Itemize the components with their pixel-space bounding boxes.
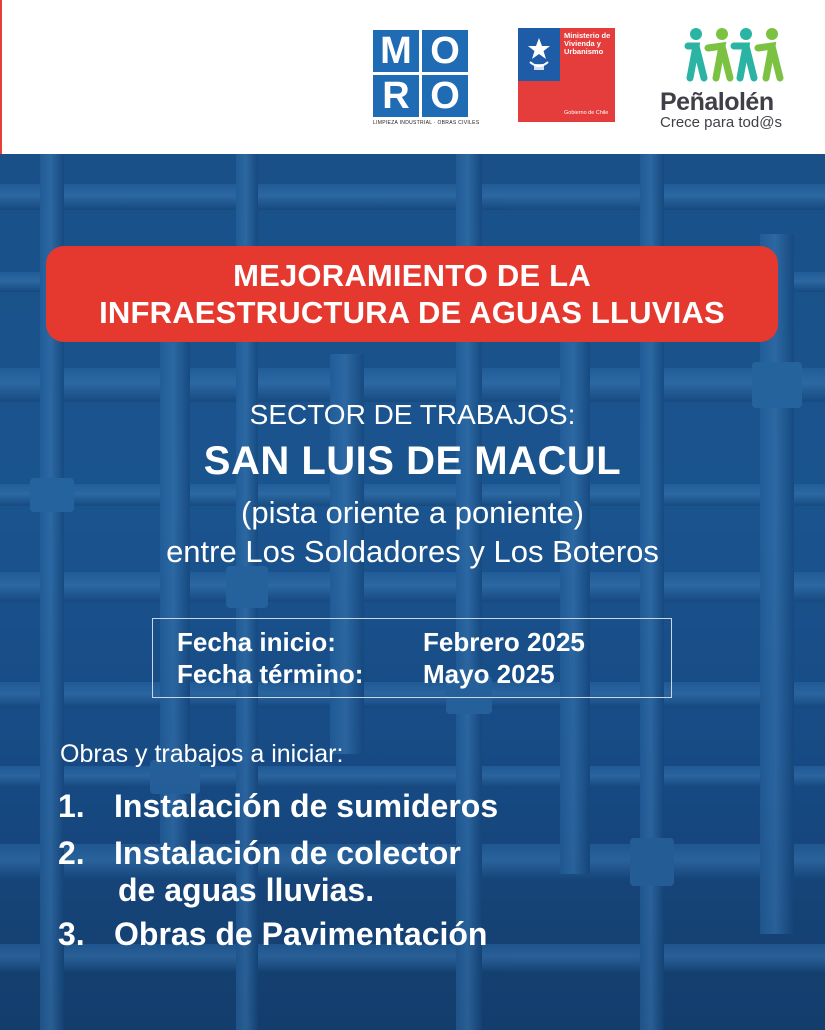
poster-body — [0, 154, 825, 1030]
sector-between: entre Los Soldadores y Los Boteros — [166, 534, 659, 569]
minvu-logo — [518, 28, 615, 122]
moro-letter: M — [373, 30, 419, 72]
penalolen-tagline: Crece para tod@s — [660, 114, 782, 131]
gobierno-label: Gobierno de Chile — [564, 110, 609, 116]
work-number: 1. — [58, 788, 85, 824]
moro-logo — [373, 30, 480, 126]
work-text: Instalación de sumideros — [114, 788, 499, 824]
dates-box — [152, 618, 672, 698]
people-figures-icon — [684, 26, 784, 82]
end-date-value: Mayo 2025 — [423, 659, 555, 689]
end-date-label: Fecha término: — [177, 659, 364, 689]
moro-tagline: LIMPIEZA INDUSTRIAL · OBRAS CIVILES — [373, 120, 480, 126]
project-title-banner — [46, 246, 778, 342]
end-date-row — [177, 659, 555, 690]
work-item — [58, 788, 498, 825]
work-text: Obras de Pavimentación — [114, 916, 488, 952]
work-number: 3. — [58, 916, 85, 952]
sector-label: SECTOR DE TRABAJOS: — [249, 399, 576, 430]
sector-name: SAN LUIS DE MACUL — [203, 439, 622, 483]
work-text: Instalación de colector — [114, 835, 461, 871]
moro-letter: O — [422, 30, 468, 72]
works-heading: Obras y trabajos a iniciar: — [60, 740, 344, 768]
penalolen-name: Peñalolén — [660, 88, 774, 116]
title-line: MEJORAMIENTO DE LA — [233, 258, 591, 293]
moro-letter: R — [373, 75, 419, 117]
sector-direction: (pista oriente a poniente) — [241, 495, 584, 530]
start-date-label: Fecha inicio: — [177, 627, 336, 657]
penalolen-logo — [660, 26, 800, 131]
start-date-value: Febrero 2025 — [423, 627, 585, 657]
minvu-name: Ministerio de Vivienda y Urbanismo — [564, 31, 611, 56]
title-line: INFRAESTRUCTURA DE AGUAS LLUVIAS — [99, 295, 725, 330]
chile-coat-of-arms-icon — [524, 34, 554, 74]
work-item — [58, 916, 487, 953]
moro-letter: O — [422, 75, 468, 117]
work-item — [58, 835, 461, 872]
start-date-row — [177, 627, 585, 658]
work-number: 2. — [58, 835, 85, 871]
work-item-continuation: de aguas lluvias. — [118, 872, 375, 908]
logo-header — [0, 0, 825, 154]
